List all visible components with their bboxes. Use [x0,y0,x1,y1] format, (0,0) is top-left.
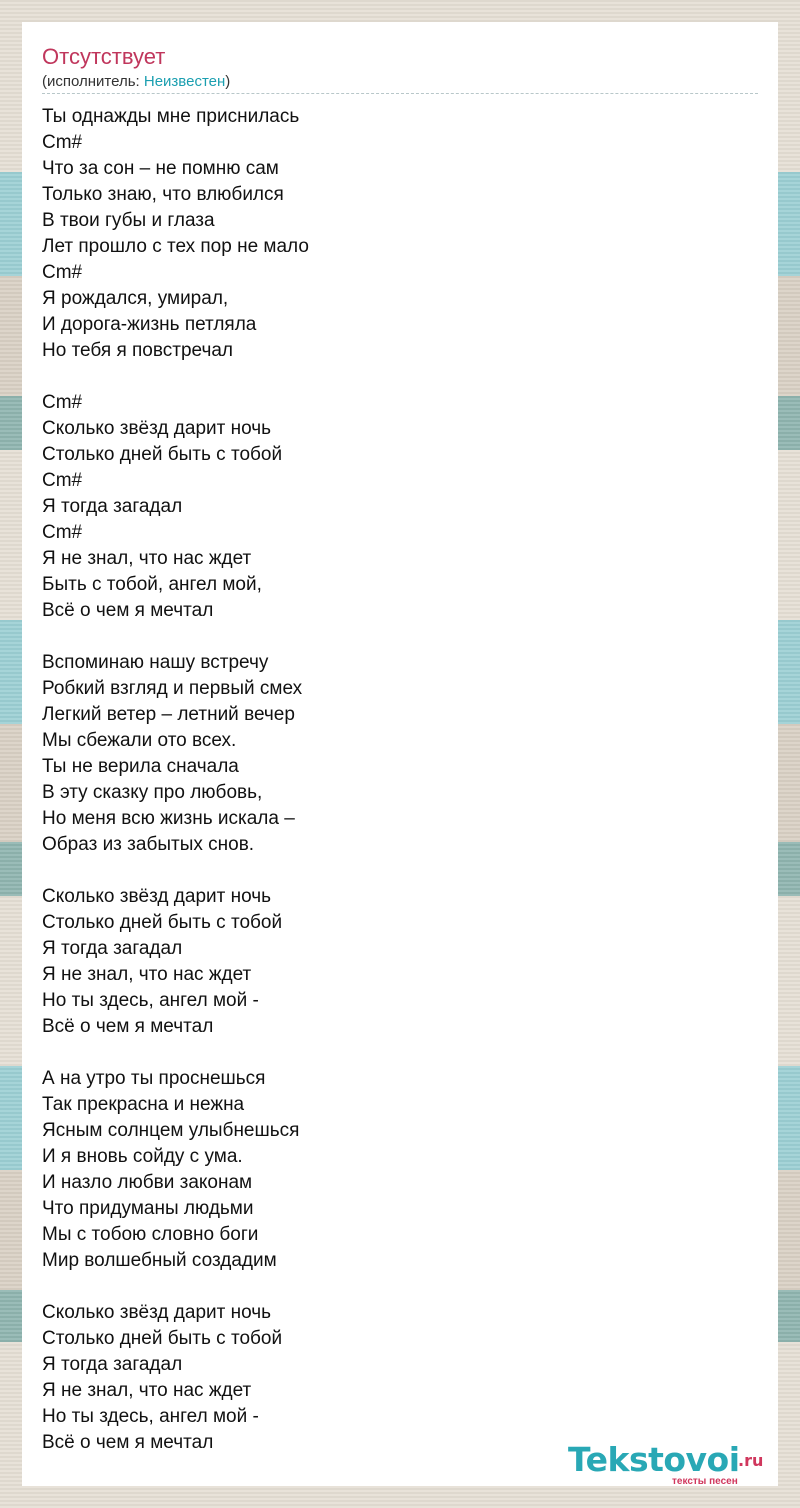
lyrics-line: Столько дней быть с тобой [42,912,283,933]
lyrics-line: Я не знал, что нас ждет [42,964,252,985]
title-divider [42,93,758,94]
lyrics-line: Образ из забытых снов. [42,834,255,855]
artist-prefix: (исполнитель: [42,73,144,90]
lyrics-blank-line [42,1274,309,1300]
lyrics-line: Робкий взгляд и первый смех [42,678,303,699]
logo-tagline: тексты песен [672,1476,738,1487]
lyrics-text [42,104,309,1456]
lyrics-line: Только знаю, что влюбился [42,184,284,205]
lyrics-line: Сколько звёзд дарит ночь [42,1302,272,1323]
lyrics-line: В эту сказку про любовь, [42,782,263,803]
lyrics-line: Cm# [42,132,83,153]
lyrics-line: Сколько звёзд дарит ночь [42,886,272,907]
lyrics-line: Но ты здесь, ангел мой - [42,1406,259,1427]
lyrics-blank-line [42,364,309,390]
logo-name: Tekstovoi [568,1440,740,1479]
lyrics-line: Я не знал, что нас ждет [42,1380,252,1401]
lyrics-line: Cm# [42,522,83,543]
lyrics-line: Мы с тобою словно боги [42,1224,259,1245]
lyrics-line: Мир волшебный создадим [42,1250,277,1271]
lyrics-line: Ты не верила сначала [42,756,239,777]
lyrics-line: И дорога-жизнь петляла [42,314,257,335]
lyrics-line: Вспоминаю нашу встречу [42,652,269,673]
lyrics-line: Ясным солнцем улыбнешься [42,1120,300,1141]
lyrics-line: И назло любви законам [42,1172,253,1193]
lyrics-line: Я не знал, что нас ждет [42,548,252,569]
lyrics-line: Что придуманы людьми [42,1198,254,1219]
lyrics-line: Я рождался, умирал, [42,288,229,309]
lyrics-line: Легкий ветер – летний вечер [42,704,295,725]
lyrics-line: Ты однажды мне приснилась [42,106,300,127]
song-title: Отсутствует [42,44,166,69]
artist-line [42,73,230,91]
lyrics-line: Всё о чем я мечтал [42,1016,214,1037]
lyrics-line: Cm# [42,392,83,413]
logo-tld: .ru [738,1451,764,1470]
lyrics-line: В твои губы и глаза [42,210,215,231]
lyrics-line: А на утро ты проснешься [42,1068,266,1089]
lyrics-line: Но ты здесь, ангел мой - [42,990,259,1011]
lyrics-line: Быть с тобой, ангел мой, [42,574,262,595]
lyrics-line: Я тогда загадал [42,496,183,517]
lyrics-line: Я тогда загадал [42,938,183,959]
lyrics-line: Cm# [42,262,83,283]
lyrics-line: Я тогда загадал [42,1354,183,1375]
lyrics-line: Столько дней быть с тобой [42,444,283,465]
artist-link[interactable]: Неизвестен [143,73,226,90]
lyrics-line: Сколько звёзд дарит ночь [42,418,272,439]
lyrics-line: Но тебя я повстречал [42,340,234,361]
lyrics-blank-line [42,624,309,650]
lyrics-blank-line [42,858,309,884]
lyrics-line: Столько дней быть с тобой [42,1328,283,1349]
lyrics-line: Так прекрасна и нежна [42,1094,245,1115]
artist-suffix: ) [225,73,231,90]
lyrics-line: Что за сон – не помню сам [42,158,279,179]
lyrics-line: Но меня всю жизнь искала – [42,808,295,829]
lyrics-card [22,22,778,1486]
site-logo[interactable] [568,1440,778,1486]
lyrics-line: Cm# [42,470,83,491]
lyrics-line: Мы сбежали ото всех. [42,730,237,751]
lyrics-line: Всё о чем я мечтал [42,1432,214,1453]
lyrics-line: И я вновь сойду с ума. [42,1146,243,1167]
lyrics-blank-line [42,1040,309,1066]
lyrics-line: Всё о чем я мечтал [42,600,214,621]
lyrics-line: Лет прошло с тех пор не мало [42,236,309,257]
